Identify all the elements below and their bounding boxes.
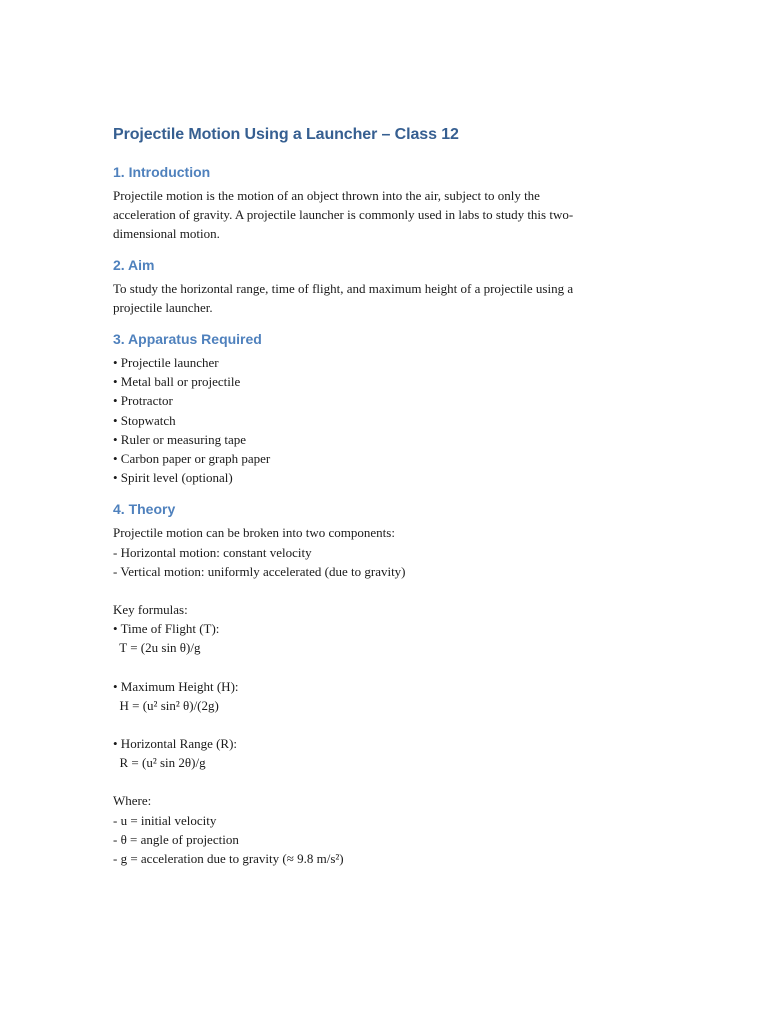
introduction-paragraph — [113, 186, 643, 243]
spacer — [113, 772, 643, 791]
spacer — [113, 715, 643, 734]
list-item: • Ruler or measuring tape — [113, 431, 247, 447]
section-aim — [113, 255, 643, 317]
formula-expression: R = (u² sin 2θ)/g — [113, 755, 206, 771]
list-item: • Metal ball or projectile — [113, 374, 241, 390]
spacer — [113, 658, 643, 677]
section-introduction — [113, 162, 643, 243]
introduction-heading: 1. Introduction — [113, 164, 211, 180]
where-item: - θ = angle of projection — [113, 831, 239, 847]
introduction-line: Projectile motion is the motion of an object thrown into the air, subject to only the — [113, 188, 540, 203]
list-item: • Carbon paper or graph paper — [113, 451, 271, 467]
aim-heading: 2. Aim — [113, 257, 155, 273]
document-title: Projectile Motion Using a Launcher – Class 12 — [113, 126, 459, 143]
formula-name: • Time of Flight (T): — [113, 621, 220, 637]
apparatus-heading: 3. Apparatus Required — [113, 331, 262, 347]
list-item: • Stopwatch — [113, 412, 176, 428]
introduction-line: dimensional motion. — [113, 226, 220, 241]
theory-body — [113, 523, 643, 868]
formula-name: • Maximum Height (H): — [113, 678, 239, 694]
where-item: - u = initial velocity — [113, 812, 217, 828]
key-formulas-label: Key formulas: — [113, 602, 188, 618]
theory-heading: 4. Theory — [113, 501, 176, 518]
theory-line: - Vertical motion: uniformly accelerated (due to gravity) — [113, 563, 406, 579]
formula-name: • Horizontal Range (R): — [113, 736, 238, 752]
aim-line: To study the horizontal range, time of flight, and maximum height of a projectile using a — [113, 281, 574, 296]
theory-line: - Horizontal motion: constant velocity — [113, 544, 312, 560]
aim-paragraph — [113, 279, 643, 317]
where-item: - g = acceleration due to gravity (≈ 9.8 m/s²) — [113, 851, 344, 867]
where-label: Where: — [113, 793, 152, 809]
introduction-line: acceleration of gravity. A projectile launcher is commonly used in labs to study this two- — [113, 207, 574, 222]
aim-line: projectile launcher. — [113, 300, 213, 315]
list-item: • Protractor — [113, 393, 173, 409]
section-theory — [113, 499, 643, 868]
document-body — [113, 124, 643, 868]
spacer — [113, 581, 643, 600]
list-item: • Spirit level (optional) — [113, 470, 233, 486]
formula-expression: H = (u² sin² θ)/(2g) — [113, 697, 219, 713]
section-apparatus — [113, 329, 643, 487]
theory-line: Projectile motion can be broken into two components: — [113, 525, 395, 541]
list-item: • Projectile launcher — [113, 355, 219, 370]
formula-expression: T = (2u sin θ)/g — [113, 640, 201, 656]
apparatus-list — [113, 353, 643, 487]
